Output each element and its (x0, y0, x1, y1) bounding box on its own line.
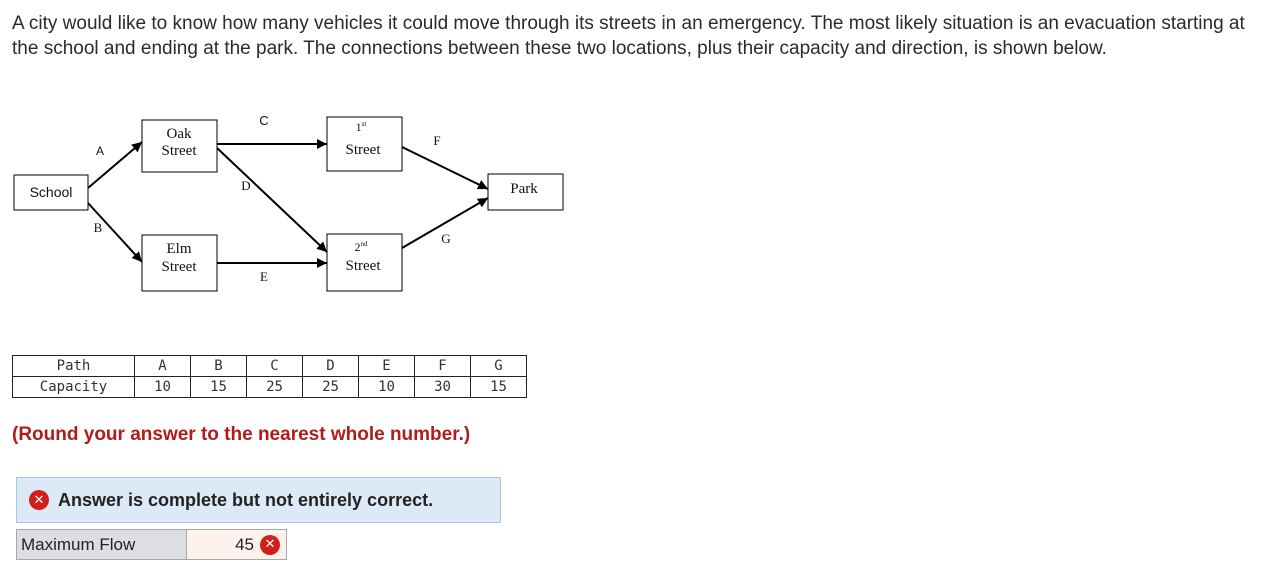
svg-text:Street: Street (161, 143, 197, 159)
capacity-cell: 10 (135, 377, 191, 398)
capacity-cell: 25 (247, 377, 303, 398)
path-cell: B (191, 356, 247, 377)
node-park (488, 174, 563, 210)
edge-label-a: A (95, 144, 105, 158)
edge-d (217, 148, 327, 252)
edge-label-g: G (441, 231, 451, 246)
edge-label-d: D (241, 178, 251, 193)
capacity-cell: 15 (471, 377, 527, 398)
answer-value-text: 45 (235, 534, 254, 554)
answer-input[interactable] (187, 529, 287, 560)
rounding-instruction: (Round your answer to the nearest whole number.) (12, 424, 471, 445)
node-2nd-street (327, 234, 402, 291)
capacity-table (12, 355, 527, 398)
edge-label-e: E (260, 269, 268, 284)
svg-text:Oak: Oak (166, 126, 192, 142)
capacity-cell: 15 (191, 377, 247, 398)
capacity-cell: 10 (359, 377, 415, 398)
path-cell: C (247, 356, 303, 377)
incorrect-x-icon: ✕ (260, 535, 280, 555)
svg-text:1st: 1st (355, 120, 367, 134)
svg-text:Street: Street (345, 142, 381, 158)
svg-text:2nd: 2nd (354, 240, 368, 254)
svg-text:Street: Street (161, 259, 197, 275)
node-1st-street (327, 117, 402, 171)
table-row-capacity (13, 377, 527, 398)
capacity-cell: 30 (415, 377, 471, 398)
network-diagram (0, 100, 600, 300)
node-school (14, 175, 88, 210)
row-label-path: Path (13, 356, 135, 377)
feedback-banner (16, 477, 501, 523)
path-cell: F (415, 356, 471, 377)
path-cell: A (135, 356, 191, 377)
edge-f (402, 147, 488, 189)
node-elm-street (142, 235, 217, 291)
capacity-cell: 25 (303, 377, 359, 398)
edge-label-f: F (433, 133, 441, 148)
svg-text:Park: Park (510, 181, 538, 197)
x-icon: ✕ (29, 490, 49, 510)
svg-text:School: School (29, 184, 73, 200)
feedback-message: Answer is complete but not entirely correct. (58, 489, 434, 510)
path-cell: E (359, 356, 415, 377)
table-row-path (13, 356, 527, 377)
edge-label-b: B (93, 220, 103, 235)
answer-label: Maximum Flow (16, 529, 187, 560)
edge-label-c: C (259, 113, 269, 128)
row-label-capacity: Capacity (13, 377, 135, 398)
node-oak-street (142, 120, 217, 172)
answer-row (16, 529, 287, 560)
path-cell: G (471, 356, 527, 377)
svg-text:Elm: Elm (166, 241, 192, 257)
problem-text: A city would like to know how many vehicles it could move through its streets in an emergency. The most likely situation is an evacuation starting at the school and ending at the park. The connections between these two locations, plus their capacity and direction, is shown below. (12, 13, 1245, 59)
path-cell: D (303, 356, 359, 377)
svg-text:Street: Street (345, 258, 381, 274)
